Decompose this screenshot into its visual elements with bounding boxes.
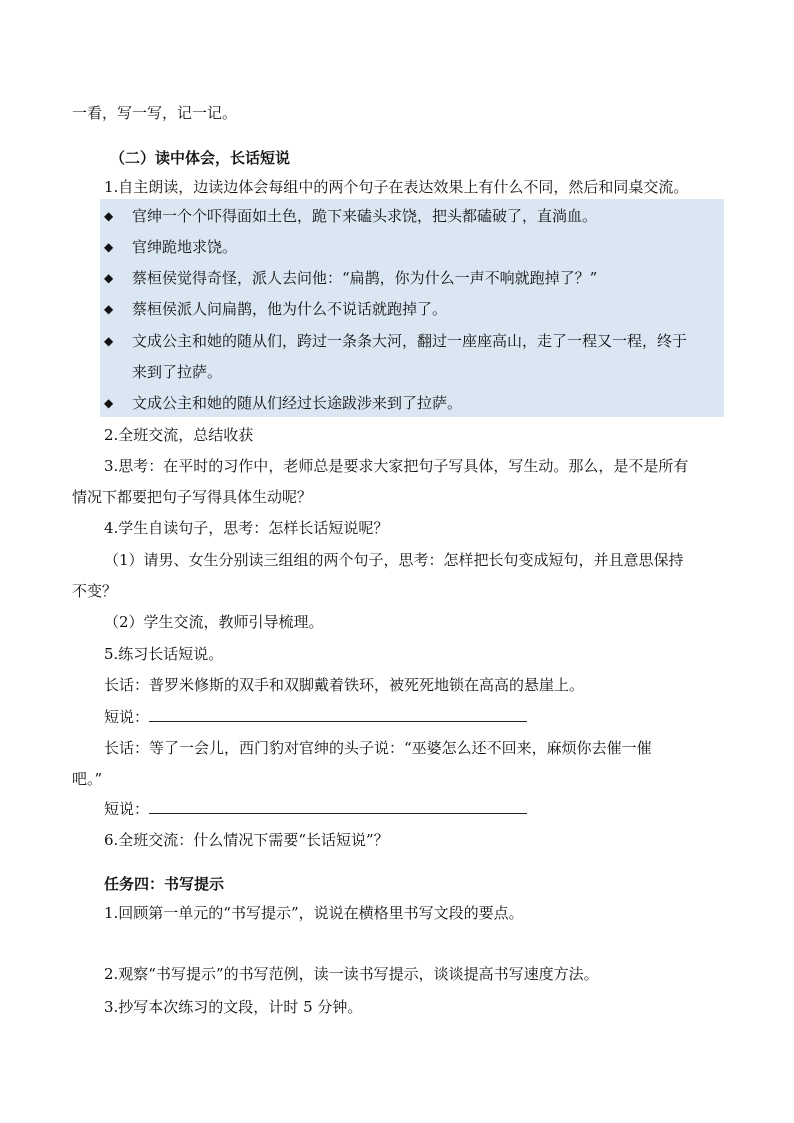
text-line: 5.练习长话短说。	[104, 645, 224, 663]
text-line: （1）请男、女生分别读三组组的两个句子，思考：怎样把长句变成短句，并且意思保持	[104, 551, 684, 569]
long-sentence: 长话：等了一会儿，西门豹对官绅的头子说：“巫婆怎么还不回来，麻烦你去催一催	[104, 739, 652, 757]
answer-blank[interactable]	[149, 799, 527, 814]
short-answer-row	[104, 707, 527, 727]
long-sentence: 长话：普罗米修斯的双手和双脚戴着铁环，被死死地锁在高高的悬崖上。	[104, 676, 585, 694]
answer-blank[interactable]	[149, 707, 527, 722]
text-line: 3.思考：在平时的习作中，老师总是要求大家把句子写具体，写生动。那么，是不是所有	[104, 457, 689, 475]
bullet-icon: ◆	[104, 240, 114, 254]
bullet-sentence: 蔡桓侯觉得奇怪，派人去问他：“扁鹊，你为什么一声不响就跑掉了？”	[132, 269, 598, 287]
text-line: 一看，写一写，记一记。	[72, 104, 238, 122]
text-line: 3.抄写本次练习的文段，计时 5 分钟。	[104, 998, 363, 1016]
bullet-sentence-continued: 来到了拉萨。	[132, 363, 223, 381]
bullet-sentence: 文成公主和她的随从们，跨过一条条大河，翻过一座座高山，走了一程又一程，终于	[132, 332, 688, 350]
bullet-icon: ◆	[104, 209, 114, 223]
text-line: 2.全班交流，总结收获	[104, 426, 254, 444]
text-line: 2.观察“书写提示”的书写范例，读一读书写提示，谈谈提高书写速度方法。	[104, 965, 599, 983]
bullet-sentence: 官绅一个个吓得面如土色，跪下来磕头求饶，把头都磕破了，直淌血。	[132, 207, 598, 225]
text-line: 情况下都要把句子写得具体生动呢？	[72, 488, 313, 506]
short-label: 短说：	[104, 800, 150, 818]
bullet-sentence: 文成公主和她的随从们经过长途跋涉来到了拉萨。	[132, 394, 463, 412]
text-line: 1.回顾第一单元的“书写提示”，说说在横格里书写文段的要点。	[104, 904, 524, 922]
bullet-sentence: 蔡桓侯派人问扁鹊，他为什么不说话就跑掉了。	[132, 300, 448, 318]
bullet-icon: ◆	[104, 396, 114, 410]
short-answer-row	[104, 799, 527, 819]
bullet-icon: ◆	[104, 334, 114, 348]
text-line: 6.全班交流：什么情况下需要“长话短说”？	[104, 831, 389, 849]
text-line: 4.学生自读句子，思考：怎样长话短说呢？	[104, 519, 389, 537]
text-line: （2）学生交流，教师引导梳理。	[104, 613, 324, 631]
bullet-sentence: 官绅跪地求饶。	[132, 238, 238, 256]
text-line: 不变？	[72, 582, 118, 600]
bullet-icon: ◆	[104, 302, 114, 316]
short-label: 短说：	[104, 708, 150, 726]
long-sentence-continued: 吧。”	[72, 770, 103, 788]
section-heading: 任务四：书写提示	[104, 875, 225, 893]
section-heading: （二）读中体会，长话短说	[110, 149, 291, 167]
text-line: 1.自主朗读，边读边体会每组中的两个句子在表达效果上有什么不同，然后和同桌交流。	[104, 178, 689, 196]
bullet-icon: ◆	[104, 271, 114, 285]
